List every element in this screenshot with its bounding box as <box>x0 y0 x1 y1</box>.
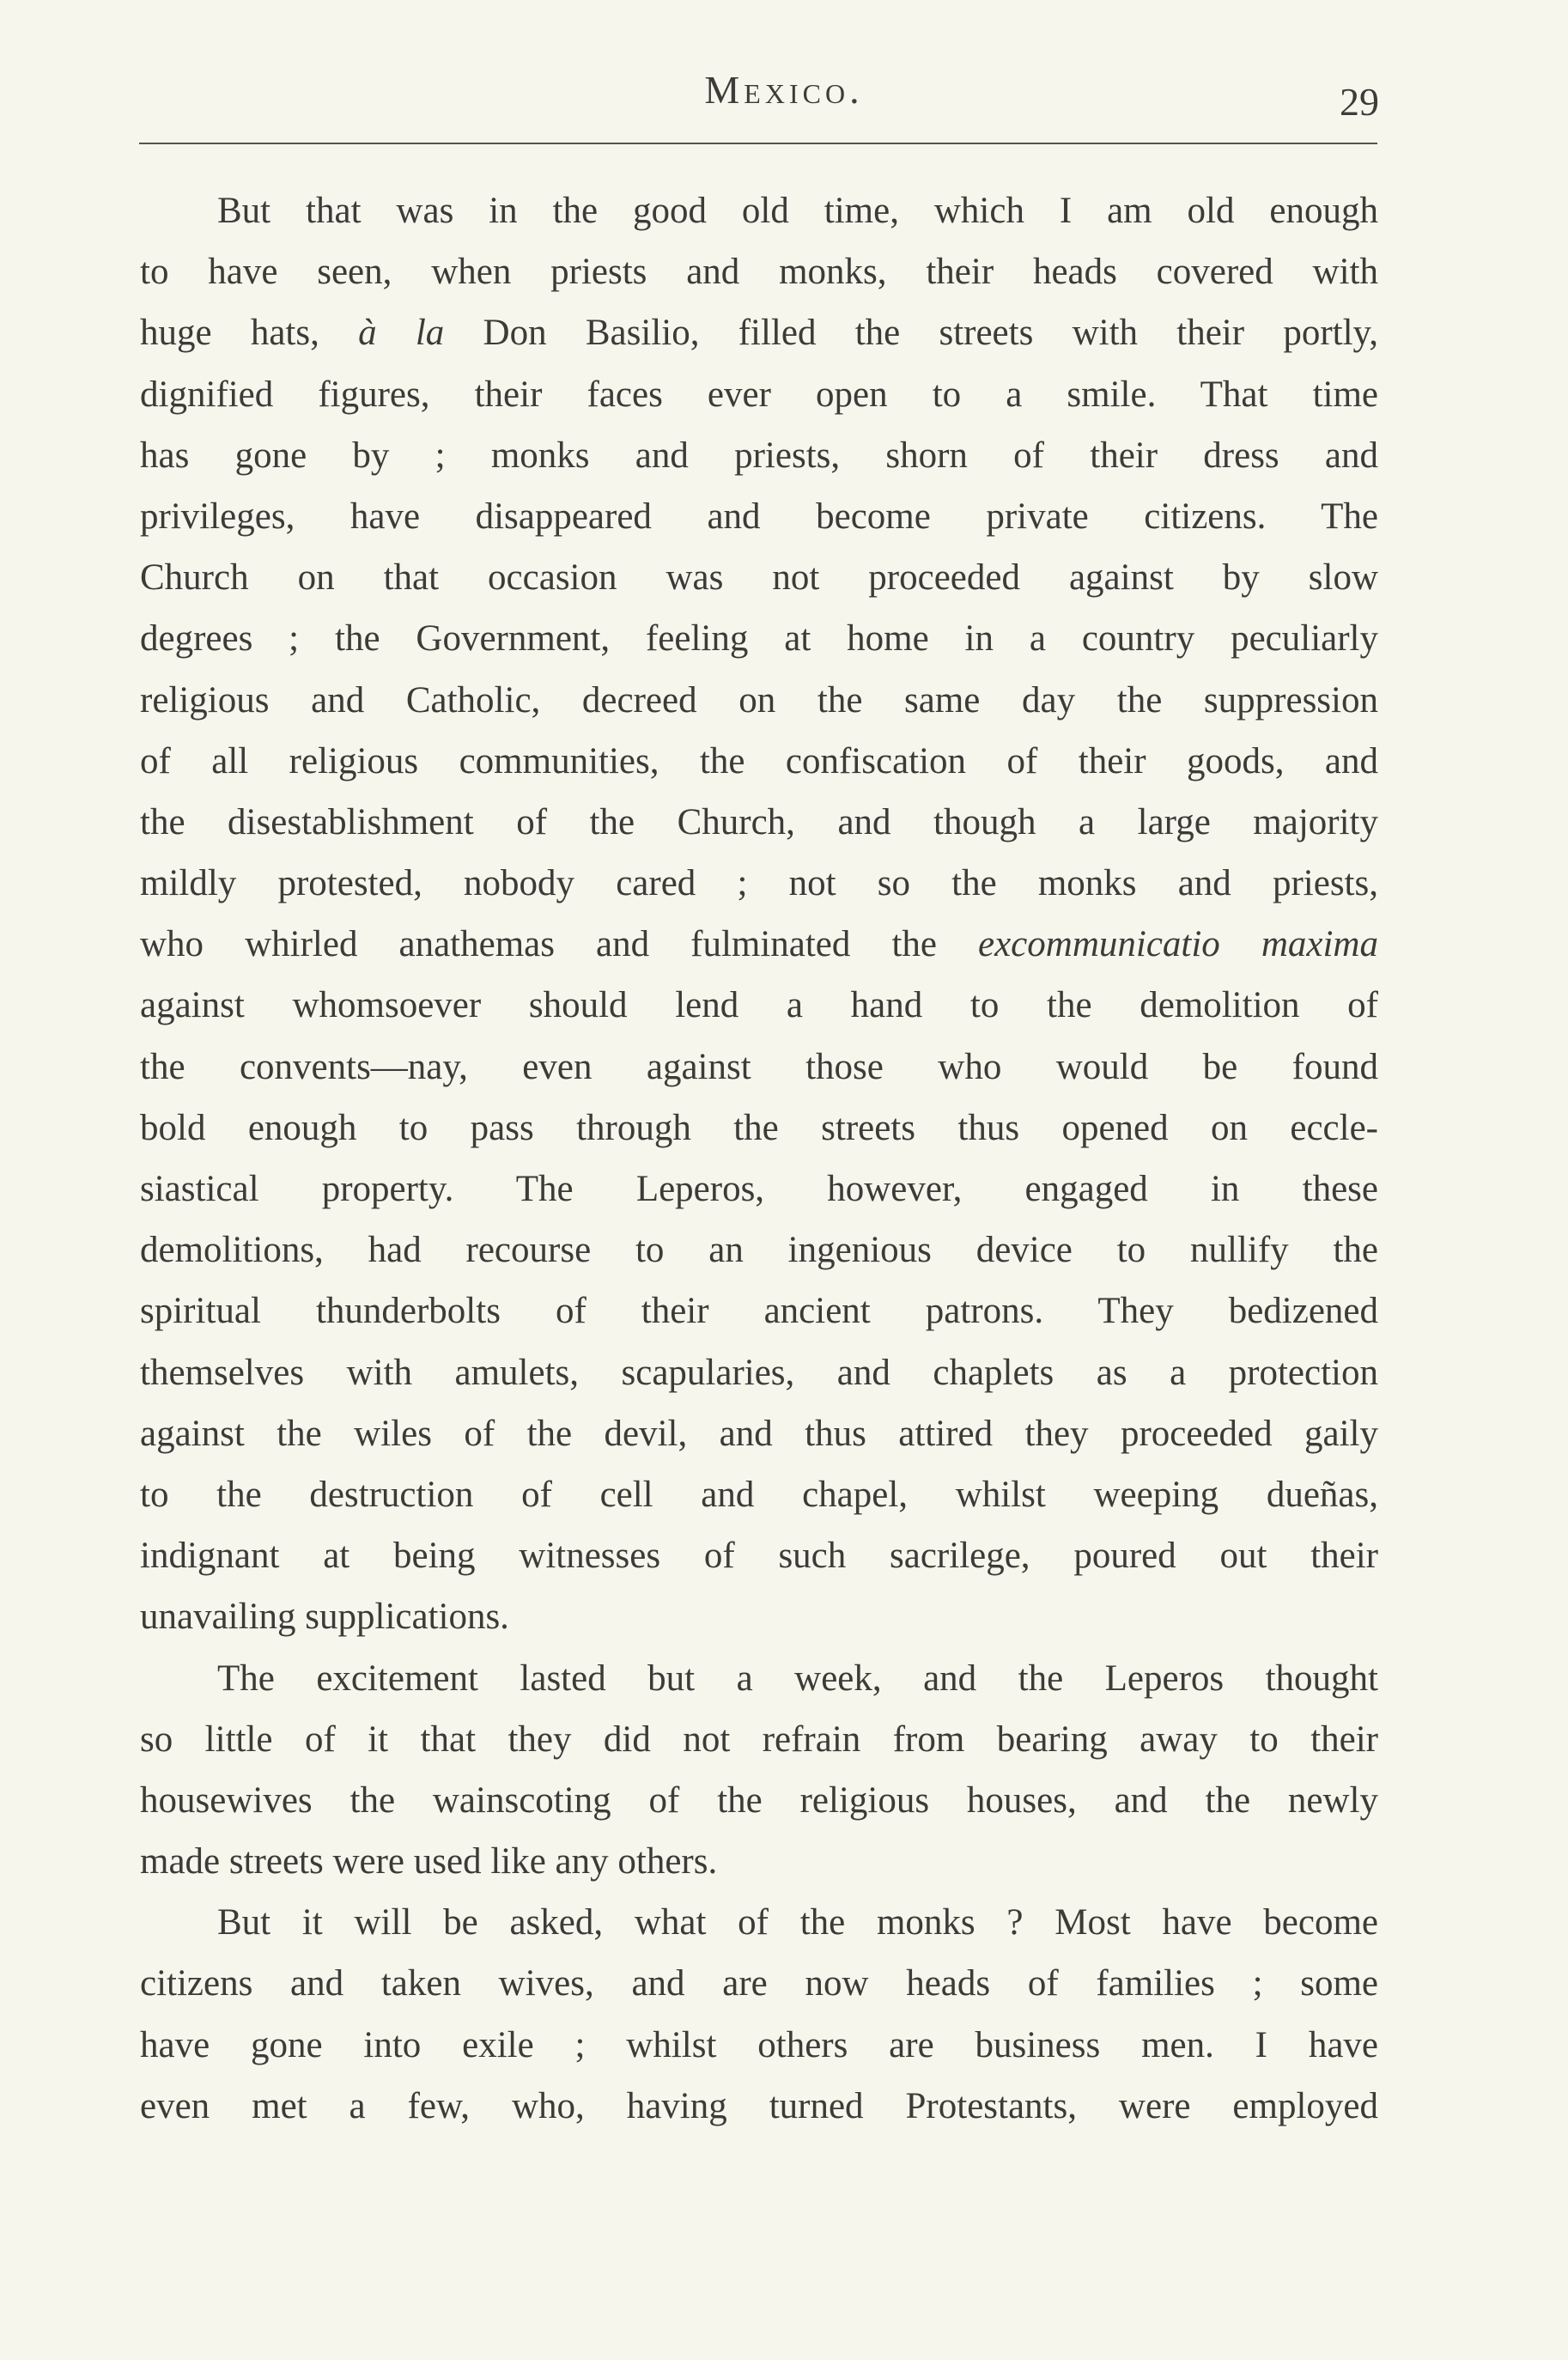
text-line: But it will be asked, what of the monks ? Most have become <box>217 1902 1378 1943</box>
text-segment: huge hats, <box>140 313 359 354</box>
text-line: have gone into exile ; whilst others are business men. I have <box>140 2024 1378 2065</box>
page-number: 29 <box>1340 80 1379 124</box>
text-line: But that was in the good old time, which I am old enough <box>217 191 1378 231</box>
text-segment: Don Basilio, filled the streets with their portly, <box>444 313 1378 354</box>
text-line: citizens and taken wives, and are now heads of families ; some <box>140 1963 1378 2004</box>
text-line: degrees ; the Government, feeling at home in a country peculiarly <box>140 618 1378 660</box>
text-line: siastical property. The Leperos, however, engaged in these <box>140 1169 1378 1209</box>
text-segment: who whirled anathemas and fulminated the <box>140 924 979 965</box>
running-head <box>0 60 1568 124</box>
running-title: Mexico. <box>704 68 864 112</box>
header-rule <box>139 143 1377 144</box>
text-line: themselves with amulets, scapularies, and chaplets as a protection <box>140 1352 1378 1393</box>
text-line: unavailing supplications. <box>140 1597 509 1638</box>
text-line: privileges, have disappeared and become private citizens. The <box>140 496 1378 537</box>
text-line: religious and Catholic, decreed on the same day the suppression <box>140 679 1378 721</box>
text-line: of all religious communities, the confiscation of their goods, and <box>140 740 1378 782</box>
text-line: the convents—nay, even against those who would be found <box>140 1046 1378 1087</box>
text-line: the disestablishment of the Church, and though a large majority <box>140 801 1378 842</box>
text-line: indignant at being witnesses of such sacrilege, poured out their <box>140 1536 1378 1577</box>
text-line: to have seen, when priests and monks, their heads covered with <box>140 252 1378 293</box>
text-line: against the wiles of the devil, and thus attired they proceeded gaily <box>140 1413 1378 1454</box>
text-line: even met a few, who, having turned Protestants, were employed <box>140 2085 1378 2126</box>
text-line: has gone by ; monks and priests, shorn of their dress and <box>140 435 1378 476</box>
text-line: demolitions, had recourse to an ingenious device to nullify the <box>140 1230 1378 1271</box>
text-line: bold enough to pass through the streets thus opened on eccle- <box>140 1107 1378 1148</box>
text-line: dignified figures, their faces ever open to a smile. That time <box>140 374 1378 415</box>
text-line: made streets were used like any others. <box>140 1841 718 1883</box>
text-line: to the destruction of cell and chapel, whilst weeping dueñas, <box>140 1474 1378 1515</box>
text-line: against whomsoever should lend a hand to the demolition of <box>140 985 1378 1026</box>
text-line <box>140 914 1378 975</box>
italic-phrase: à la <box>358 313 445 354</box>
text-line: The excitement lasted but a week, and the Leperos thought <box>217 1657 1378 1699</box>
text-line: Church on that occasion was not proceeded against by slow <box>140 557 1378 599</box>
text-line: housewives the wainscoting of the religious houses, and the newly <box>140 1779 1378 1821</box>
text-line <box>140 302 1378 363</box>
body-text <box>140 180 1378 2137</box>
text-line: spiritual thunderbolts of their ancient patrons. They bedizened <box>140 1291 1378 1332</box>
italic-phrase: excommunicatio maxima <box>978 924 1378 965</box>
text-line: so little of it that they did not refrain from bearing away to their <box>140 1718 1378 1760</box>
text-line: mildly protested, nobody cared ; not so the monks and priests, <box>140 863 1378 904</box>
